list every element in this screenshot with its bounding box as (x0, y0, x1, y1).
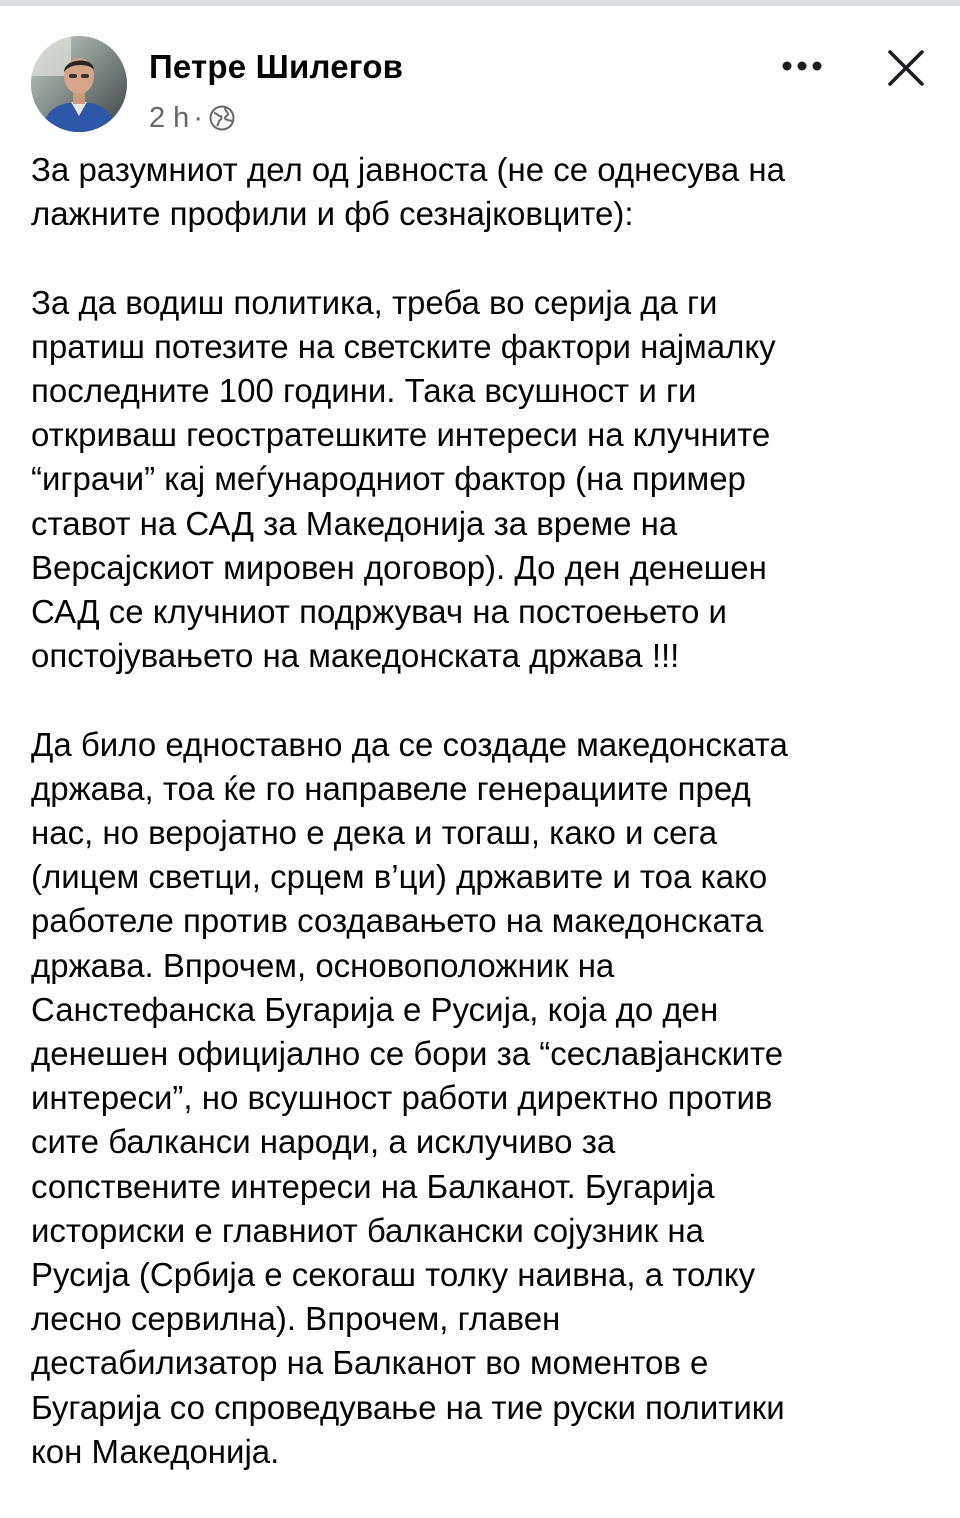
post-text-line: последните 100 години. Така всушност и ги (31, 372, 697, 409)
post-text-line: сопствените интереси на Балканот. Бугарија (31, 1167, 715, 1205)
post-text-line: интереси”, но всушност работи директно против (31, 1079, 773, 1117)
post-text-line: Версајскиот мировен договор). До ден денешен (31, 548, 767, 586)
avatar-photo (31, 36, 127, 132)
close-button[interactable] (878, 40, 934, 96)
avatar[interactable] (31, 36, 127, 132)
post-text-line: држава. Впрочем, основоположник на (31, 946, 615, 984)
post-text-line: откриваш геостратешките интереси на клучните (31, 416, 771, 454)
post-text-line: Да било едноставно да се создаде македонската (31, 725, 788, 763)
post-paragraph (31, 148, 951, 236)
close-x-icon (887, 49, 925, 87)
post-text-line: САД се клучниот подржувач на постоењето и (31, 593, 727, 631)
post-text-line: лесно сервилна). Впрочем, главен (31, 1300, 561, 1338)
post-text-line: Санстефанска Бугарија е Русија, која до ден (31, 990, 719, 1028)
post-text-line: опстојувањето на македонската држава !!! (31, 637, 680, 675)
meta-separator: · (193, 101, 203, 134)
post-text-line: историски е главниот балкански сојузник на (31, 1211, 704, 1249)
post-text-line: кон Македонија. (31, 1432, 280, 1470)
post-text-line: пратиш потезите на светските фактори најмалку (31, 327, 776, 365)
author-name[interactable]: Петре Шилегов (149, 48, 404, 85)
post-text-line: дестабилизатор на Балканот во моментов е (31, 1344, 709, 1382)
post-text-line: ставот на САД за Македонија за време на (31, 504, 678, 542)
post-text-line: денешен официјално се бори за “сеславјанските (31, 1035, 784, 1073)
globe-icon[interactable] (209, 105, 235, 131)
more-dots-icon (780, 60, 824, 72)
post-text-line: За да водиш политика, треба во серија да ги (31, 283, 718, 321)
post-text-line: “играчи” кај меѓународниот фактор (на пример (31, 460, 746, 498)
post-text-line: Бугарија со спроведување на тие руски политики (31, 1388, 785, 1426)
post-text-line: работеле против создавањето на македонската (31, 902, 764, 940)
post-timestamp[interactable]: 2 h (149, 101, 190, 134)
post-text-line: сите балканси народи, а исклучиво за (31, 1123, 616, 1161)
post-paragraph (31, 281, 951, 679)
post-body (31, 148, 951, 1518)
more-options-button[interactable] (772, 46, 832, 86)
post-text-line: Русија (Србија е секогаш толку наивна, а толку (31, 1256, 756, 1294)
post-text-line: (лицем светци, срцем в’ци) државите и тоа како (31, 858, 768, 896)
post-text-line: нас, но веројатно е дека и тогаш, како и сега (31, 814, 718, 852)
post-text-line: држава, тоа ќе го направеле генерациите пред (31, 769, 751, 807)
post-meta (149, 98, 235, 138)
post-text-line: За разумниот дел од јавноста (не се однесува на (31, 151, 785, 188)
facebook-post (0, 6, 960, 1497)
post-text-line: лажните профили и фб сезнајковците): (31, 195, 634, 233)
post-paragraph (31, 723, 951, 1474)
